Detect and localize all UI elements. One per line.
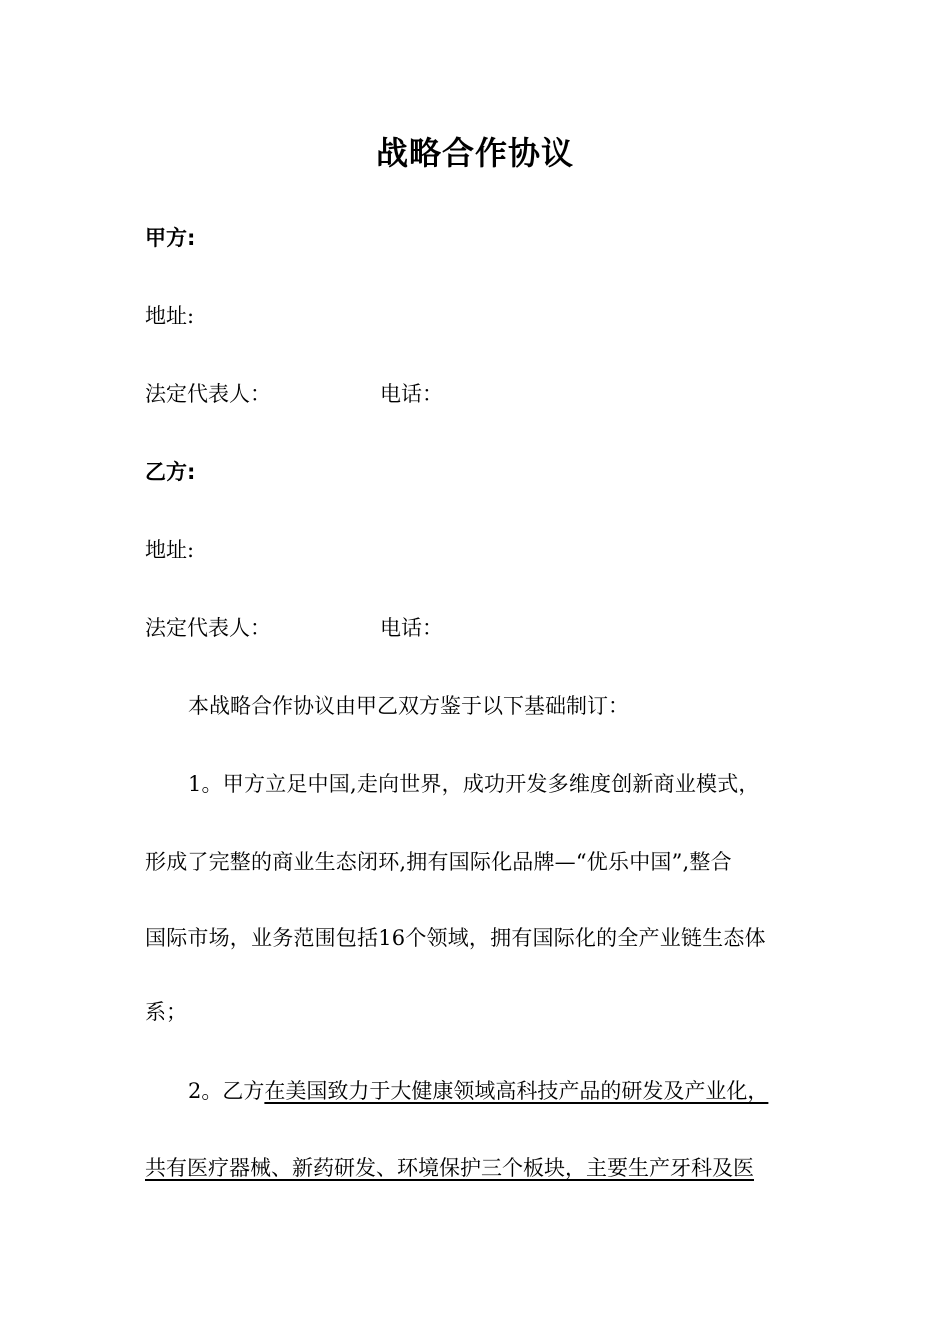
party-b-label: 乙方: bbox=[145, 460, 196, 484]
clause2-prefix: 2。乙方 bbox=[188, 1079, 265, 1103]
clause1-line4: 系； bbox=[145, 1000, 187, 1024]
party-a-phone-label: 电话： bbox=[380, 382, 443, 406]
clause1-line1: 1。甲方立足中国,走向世界，成功开发多维度创新商业模式， bbox=[188, 772, 760, 796]
party-b-rep-label: 法定代表人： bbox=[145, 616, 271, 640]
party-a-address-label: 地址: bbox=[145, 304, 195, 328]
clause2-underlined-text-1: 在美国致力于大健康领域高科技产品的研发及产业化， bbox=[264, 1079, 769, 1103]
party-a-label: 甲方: bbox=[145, 226, 196, 250]
party-a-rep-row bbox=[145, 380, 645, 408]
party-b-address-label: 地址: bbox=[145, 538, 195, 562]
intro-paragraph: 本战略合作协议由甲乙双方鉴于以下基础制订： bbox=[188, 694, 629, 718]
clause1-line2: 形成了完整的商业生态闭环,拥有国际化品牌—“优乐中国”,整合 bbox=[145, 850, 732, 874]
party-b-rep-row bbox=[145, 614, 645, 642]
party-a-rep-label: 法定代表人： bbox=[145, 382, 271, 406]
clause2-line1 bbox=[188, 1077, 768, 1105]
clause2-underlined-text-2: 共有医疗器械、新药研发、环境保护三个板块，主要生产牙科及医 bbox=[145, 1156, 754, 1180]
document-title: 战略合作协议 bbox=[375, 134, 574, 172]
party-b-phone-label: 电话： bbox=[380, 616, 443, 640]
clause1-line3: 国际市场，业务范围包括16个领域，拥有国际化的全产业链生态体 bbox=[145, 926, 766, 950]
clause2-line2 bbox=[145, 1154, 754, 1182]
